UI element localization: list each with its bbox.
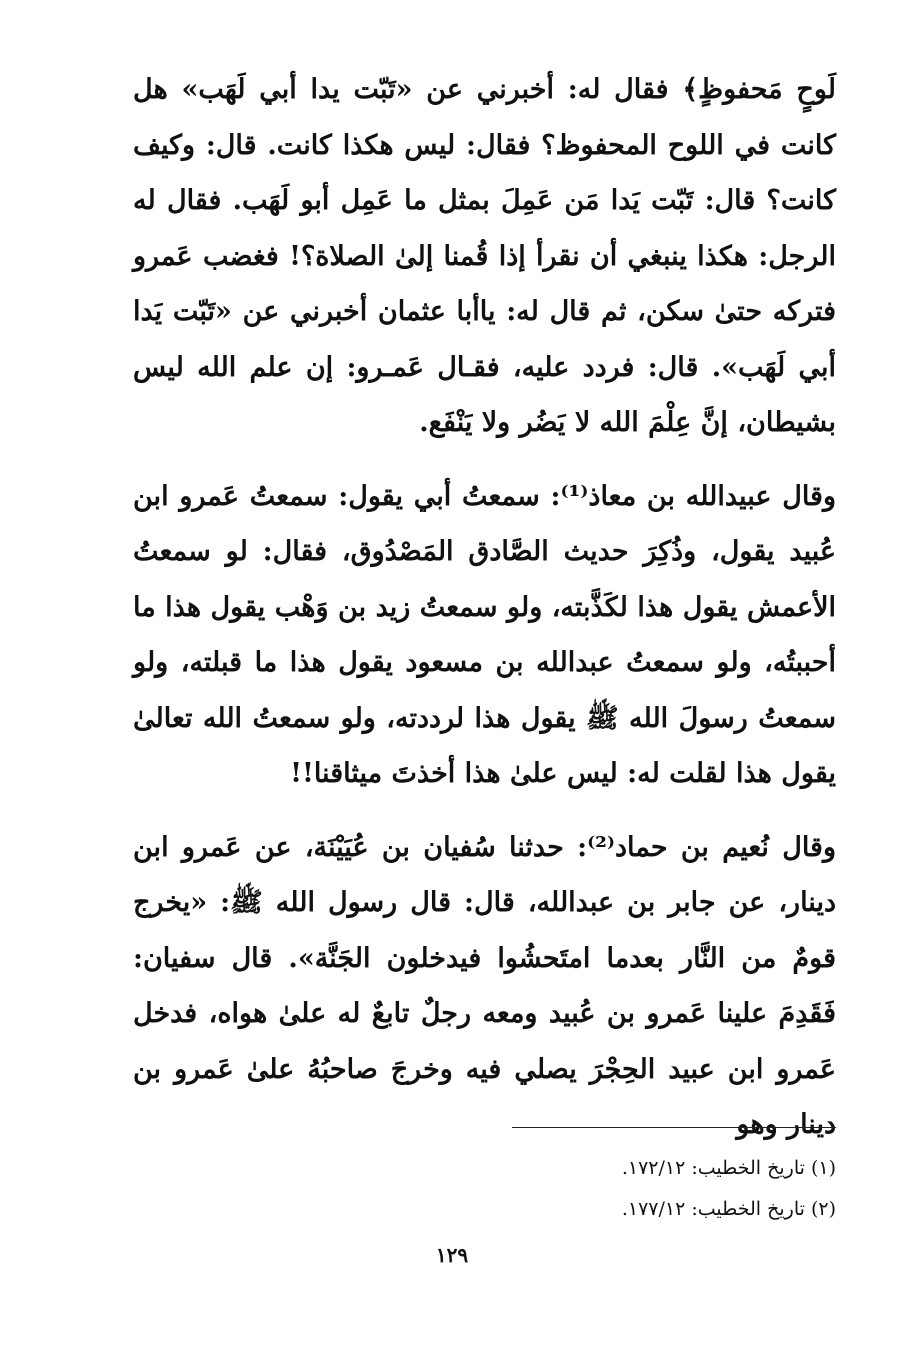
footnotes bbox=[416, 1148, 836, 1230]
paragraph-2: وقال عبيدالله بن معاذ⁽¹⁾: سمعتُ أبي يقول: سمعتُ عَمرو ابن عُبيد يقول، وذُكِرَ حديث الصَّادق المَصْدُوق، فقال: لو سمعتُ الأعمش يقول هذا لكَذَّبته، ولو سمعتُ زيد بن وَهْب يقول هذا ما أحببتُه، ولو سمعتُ عبدالله بن مسعود يقول هذا ما قبلته، ولو سمعتُ رسولَ الله ﷺ يقول هذا لرددته، ولو سمعتُ الله تعالىٰ يقول هذا لقلت له: ليس علىٰ هذا أخذتَ ميثاقنا!! bbox=[133, 480, 836, 789]
page-number: ١٢٩ bbox=[435, 1243, 469, 1267]
paragraph-3: وقال نُعيم بن حماد⁽²⁾: حدثنا سُفيان بن عُيَيْنَة، عن عَمرو ابن دينار، عن جابر بن عبدالله، قال: قال رسول الله ﷺ: «يخرج قومٌ من النَّار بعدما امتَحشُوا فيدخلون الجَنَّة». قال سفيان: فَقَدِمَ علينا عَمرو بن عُبيد ومعه رجلٌ تابعٌ له علىٰ هواه، فدخل عَمرو ابن عبيد الحِجْرَ يصلي فيه وخرجَ صاحبُهُ علىٰ عَمرو بن دينار وهو bbox=[133, 831, 836, 1140]
footnote-1: (١) تاريخ الخطيب: ١٧٢/١٢. bbox=[621, 1157, 836, 1179]
footnote-divider bbox=[512, 1127, 836, 1128]
footnote-2: (٢) تاريخ الخطيب: ١٧٧/١٢. bbox=[621, 1198, 836, 1220]
main-text bbox=[133, 62, 836, 1153]
paragraph-1: لَوحٍ مَحفوظٍ﴾ فقال له: أخبرني عن «تَبّت يدا أبي لَهَب» هل كانت في اللوح المحفوظ؟ فقال: ليس هكذا كانت. قال: وكيف كانت؟ قال: تَبّت يَدا مَن عَمِلَ بمثل ما عَمِل أبو لَهَب. فقال له الرجل: هكذا ينبغي أن نقرأ إذا قُمنا إلىٰ الصلاة؟! فغضب عَمرو فتركه حتىٰ سكن، ثم قال له: ياأبا عثمان أخبرني عن «تَبّت يَدا أبي لَهَب». قال: فردد عليه، فقـال عَمـرو: إن علم الله ليس بشيطان، إنَّ عِلْمَ الله لا يَضُر ولا يَنْفَع. bbox=[133, 74, 836, 438]
